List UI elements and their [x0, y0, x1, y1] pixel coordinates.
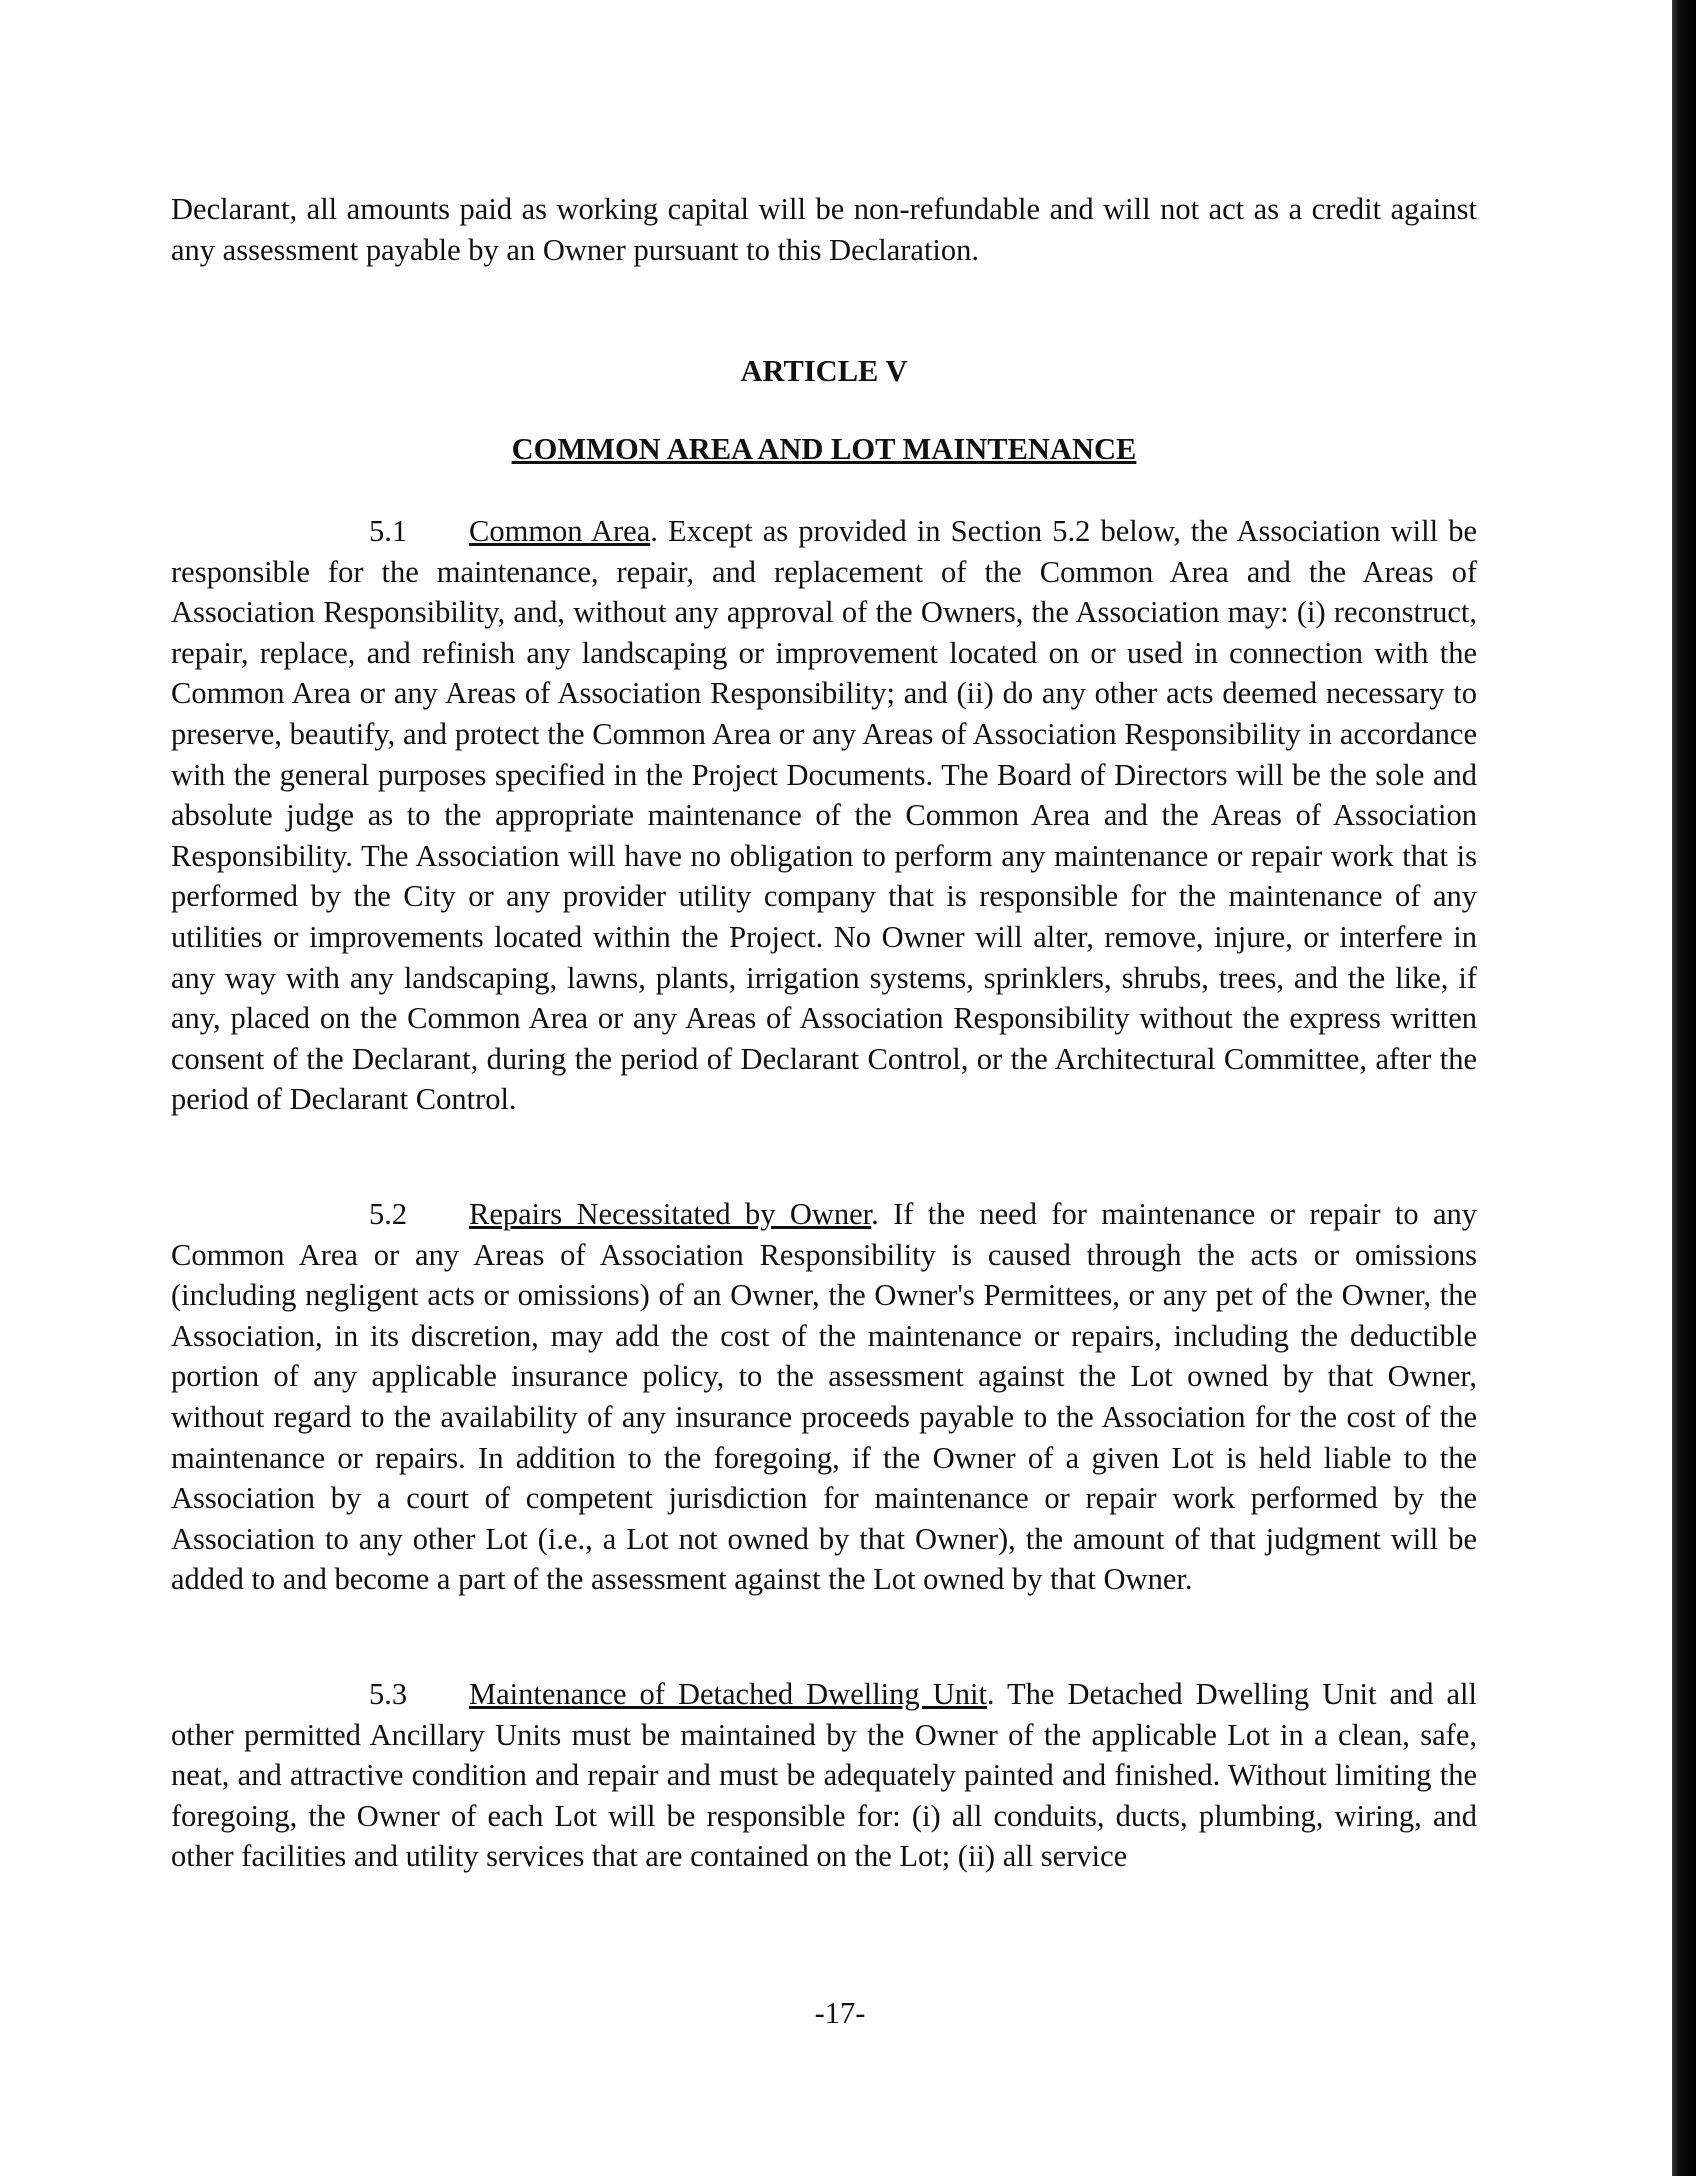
article-title: COMMON AREA AND LOT MAINTENANCE [511, 432, 1137, 466]
scan-edge-shadow [1672, 0, 1696, 2176]
section-5-3 [171, 1674, 1477, 1877]
section-title: Repairs Necessitated by Owner [469, 1197, 872, 1231]
section-5-2 [171, 1194, 1477, 1600]
section-title: Maintenance of Detached Dwelling Unit [469, 1677, 987, 1711]
article-title-heading [171, 429, 1477, 469]
section-body: . Except as provided in Section 5.2 below, the Association will be responsible for the maintenance, repair, and replacement of the Common Area and the Areas of Association Responsibility, and, without any approval of the Owners, the Association may: (i) reconstruct, repair, replace, and refinish any landscaping or improvement located on or used in connection with the Common Area or any Areas of Association Responsibility; and (ii) do any other acts deemed necessary to preserve, beautify, and protect the Common Area or any Areas of Association Responsibility in accordance with the general purposes specified in the Project Documents. The Board of Directors will be the sole and absolute judge as to the appropriate maintenance of the Common Area and the Areas of Association Responsibility. The Association will have no obligation to perform any maintenance or repair work that is performed by the City or any provider utility company that is responsible for the maintenance of any utilities or improvements located within the Project. No Owner will alter, remove, injure, or interfere in any way with any landscaping, lawns, plants, irrigation systems, sprinklers, shrubs, trees, and the like, if any, placed on the Common Area or any Areas of Association Responsibility without the express written consent of the Declarant, during the period of Declarant Control, or the Architectural Committee, after the period of Declarant Control. [171, 514, 1477, 1117]
section-5-1 [171, 511, 1477, 1120]
section-number: 5.3 [369, 1677, 408, 1711]
intro-paragraph: Declarant, all amounts paid as working capital will be non-refundable and will not act as a credit against any assessment payable by an Owner pursuant to this Declaration. [171, 192, 1477, 267]
article-heading: ARTICLE V [740, 354, 908, 388]
page-number: -17- [814, 1996, 866, 2030]
section-number: 5.1 [369, 514, 408, 548]
section-title: Common Area [469, 514, 651, 548]
section-body: . The Detached Dwelling Unit and all other permitted Ancillary Units must be maintained by the Owner of the applicable Lot in a clean, safe, neat, and attractive condition and repair and must be adequately painted and finished. Without limiting the foregoing, the Owner of each Lot will be responsible for: (i) all conduits, ducts, plumbing, wiring, and other facilities and utility services that are contained on the Lot; (ii) all service [171, 1677, 1477, 1874]
section-number: 5.2 [369, 1197, 408, 1231]
section-body: . If the need for maintenance or repair to any Common Area or any Areas of Association Responsibility is caused through the acts or omissions (including negligent acts or omissions) of an Owner, the Owner's Permittees, or any pet of the Owner, the Association, in its discretion, may add the cost of the maintenance or repairs, including the deductible portion of any applicable insurance policy, to the assessment against the Lot owned by that Owner, without regard to the availability of any insurance proceeds payable to the Association for the cost of the maintenance or repairs. In addition to the foregoing, if the Owner of a given Lot is held liable to the Association by a court of competent jurisdiction for maintenance or repair work performed by the Association to any other Lot (i.e., a Lot not owned by that Owner), the amount of that judgment will be added to and become a part of the assessment against the Lot owned by that Owner. [171, 1197, 1477, 1597]
